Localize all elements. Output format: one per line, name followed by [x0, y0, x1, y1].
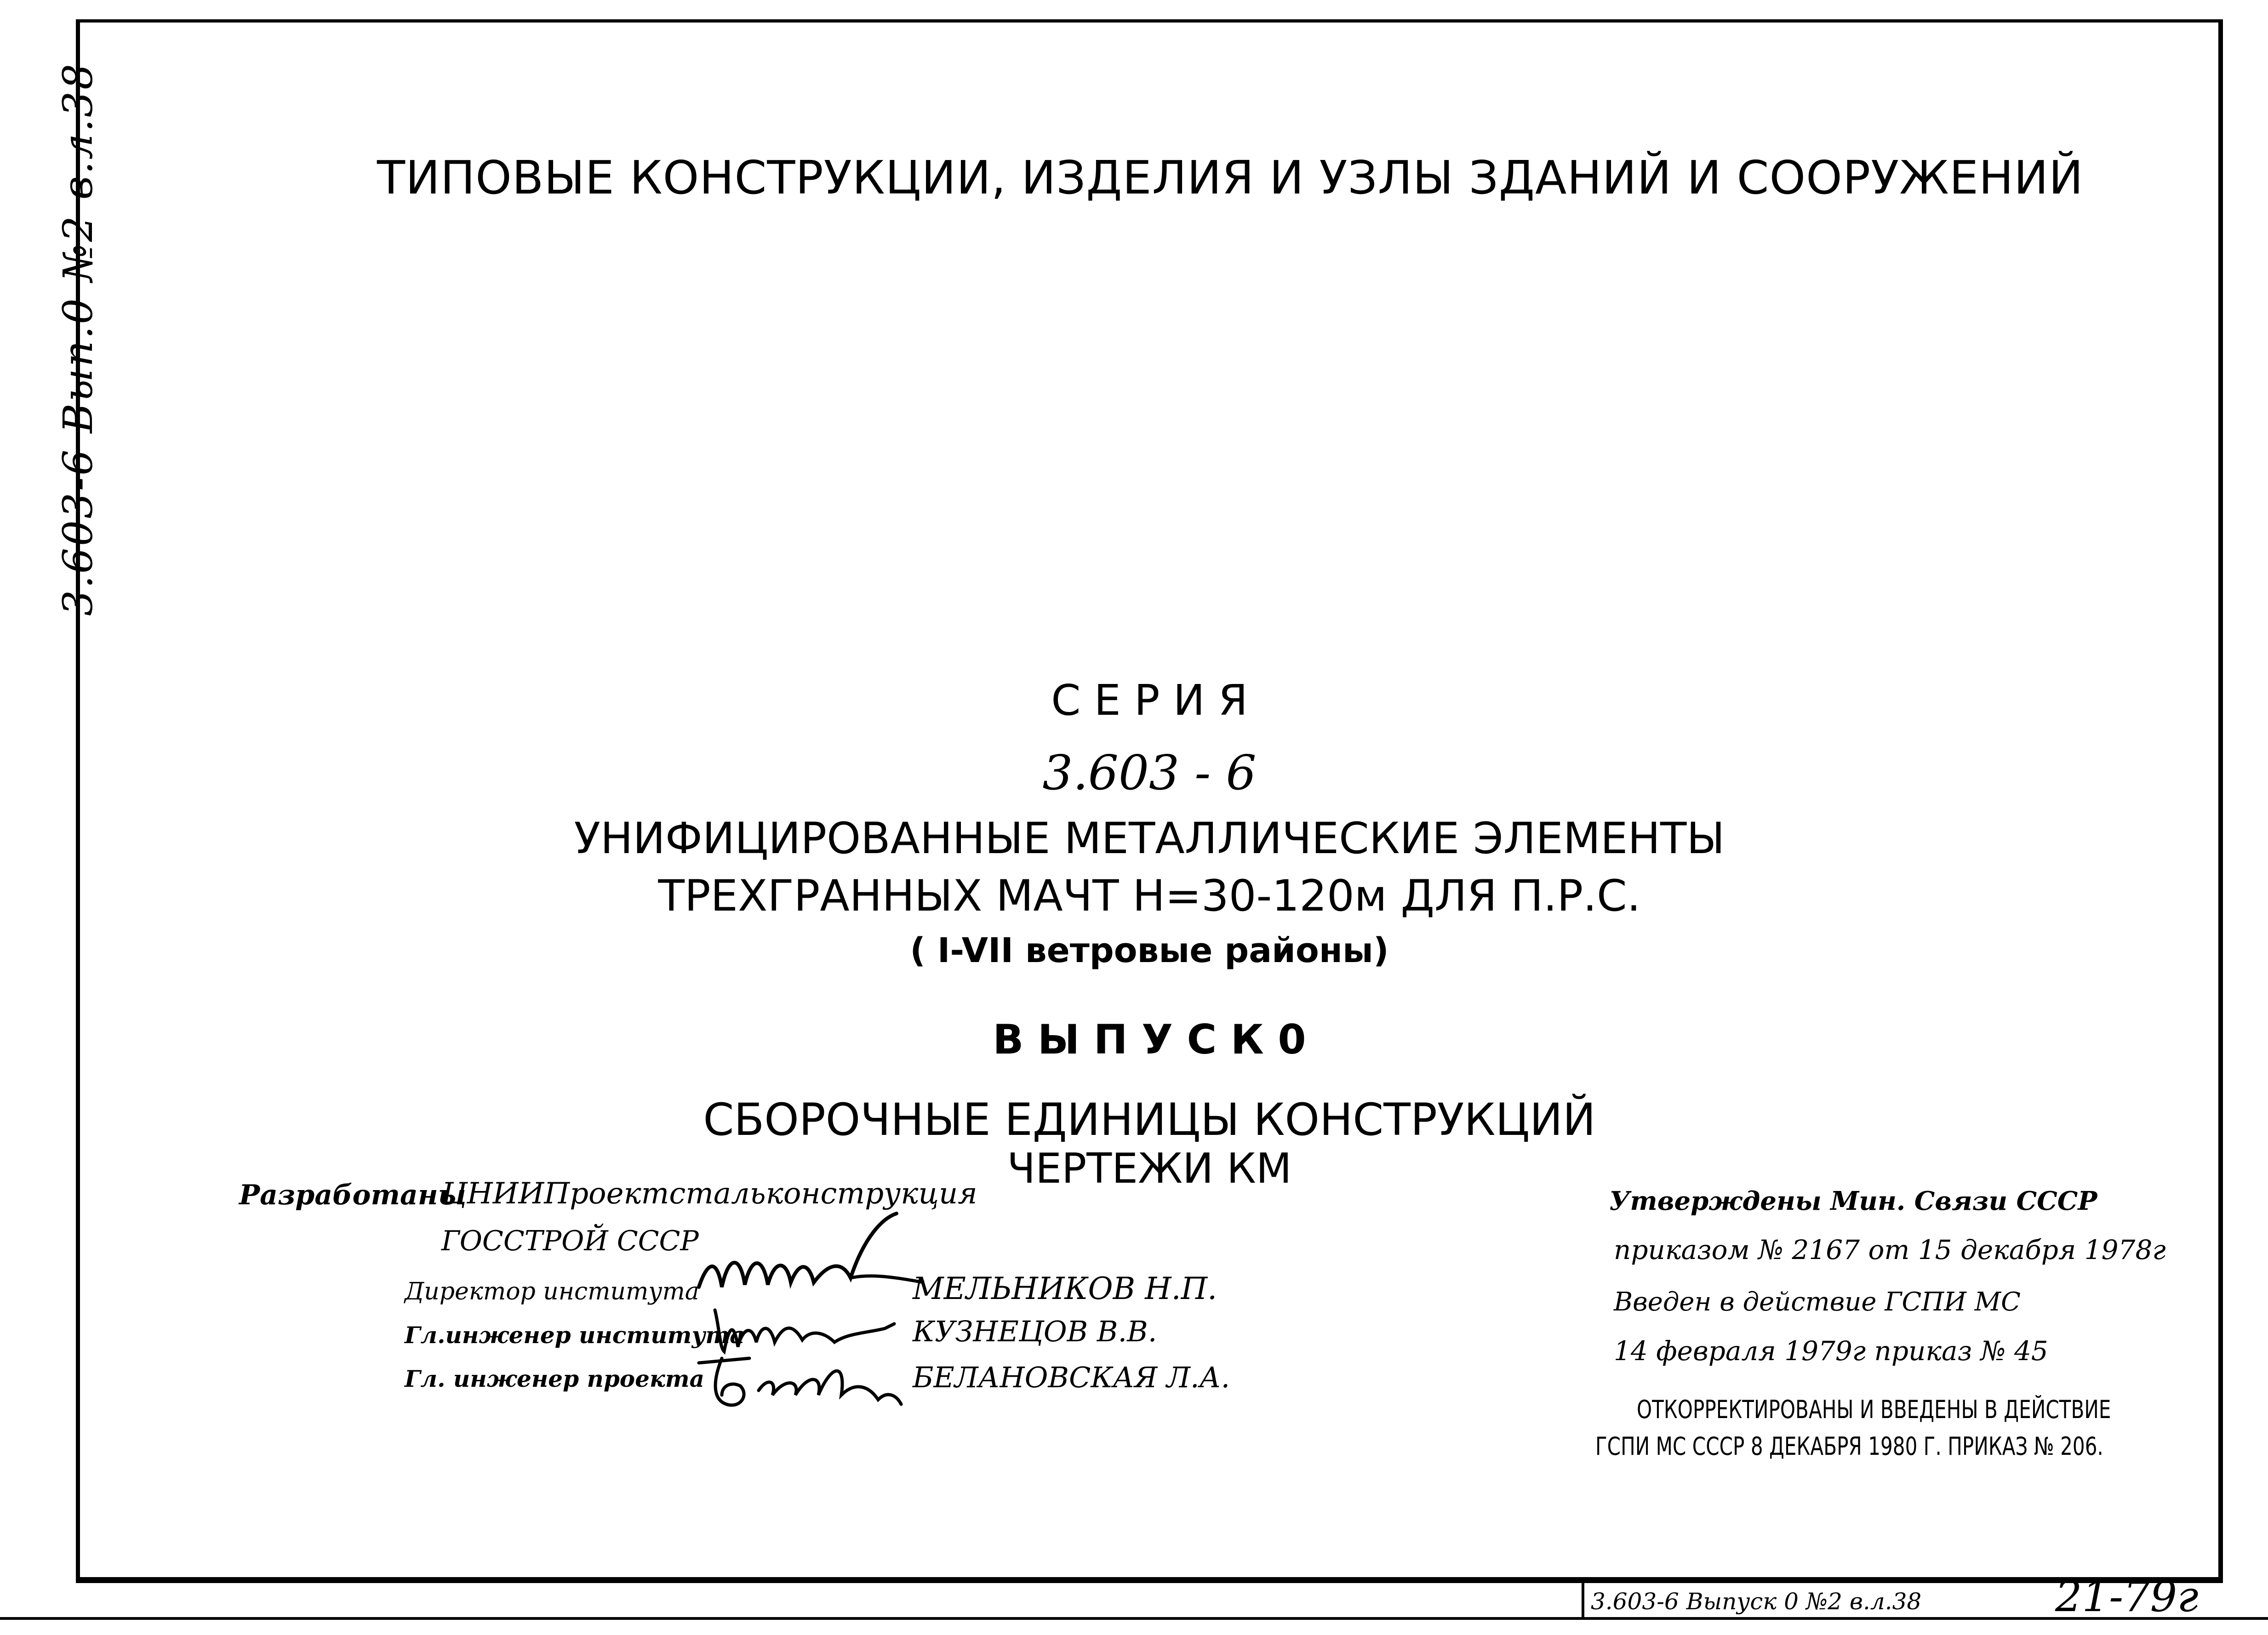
signature-project-engineer: [694, 1344, 906, 1413]
developed-org2: ГОССТРОЙ СССР: [441, 1225, 699, 1257]
signatory-role-2: Гл.инженер института: [405, 1322, 745, 1349]
correction-line-1: ОТКОРРЕКТИРОВАНЫ И ВВЕДЕНЫ В ДЕЙСТВИЕ: [1637, 1395, 2111, 1424]
title-line-1: УНИФИЦИРОВАННЫЕ МЕТАЛЛИЧЕСКИЕ ЭЛЕМЕНТЫ: [574, 814, 1725, 864]
series-number: 3.603 - 6: [1042, 745, 1257, 801]
developed-label: Разработаны: [239, 1179, 466, 1211]
header-title: ТИПОВЫЕ КОНСТРУКЦИИ, ИЗДЕЛИЯ И УЗЛЫ ЗДАНИЙ И СООРУЖЕНИЙ: [377, 151, 2084, 205]
approval-line-1: Утверждены Мин. Связи СССР: [1609, 1186, 2097, 1216]
series-label: С Е Р И Я: [1051, 676, 1248, 725]
signatory-role-1: Директор института: [405, 1278, 699, 1305]
stamp-code: 3.603-6 Выпуск 0 №2 в.л.38: [1591, 1588, 1922, 1615]
signature-director: [690, 1209, 929, 1315]
subtitle-line-2: ЧЕРТЕЖИ КМ: [1007, 1145, 1292, 1193]
approval-line-3: Введен в действие ГСПИ МС: [1614, 1287, 2021, 1317]
title-line-3: ( I-VII ветровые районы): [910, 931, 1389, 970]
approval-line-2: приказом № 2167 от 15 декабря 1978г: [1614, 1234, 2166, 1265]
correction-line-2: ГСПИ МС СССР 8 ДЕКАБРЯ 1980 Г. ПРИКАЗ № 206.: [1595, 1432, 2103, 1461]
title-line-2: ТРЕХГРАННЫХ МАЧТ Н=30-120м ДЛЯ П.Р.С.: [658, 871, 1641, 921]
signatory-name-3: БЕЛАНОВСКАЯ Л.А.: [913, 1361, 1230, 1394]
issue-label: В Ы П У С К 0: [993, 1016, 1306, 1063]
approval-line-4: 14 февраля 1979г приказ № 45: [1614, 1335, 2048, 1367]
stamp-number: 21-79г: [2055, 1572, 2199, 1621]
signatory-name-2: КУЗНЕЦОВ В.В.: [913, 1315, 1157, 1348]
signatory-role-3: Гл. инженер проекта: [405, 1365, 705, 1392]
side-code: 3.603-6 Вып.0 №2 в.л.38: [54, 62, 102, 616]
subtitle-line-1: СБОРОЧНЫЕ ЕДИНИЦЫ КОНСТРУКЦИЙ: [703, 1094, 1596, 1145]
signatory-name-1: МЕЛЬНИКОВ Н.П.: [913, 1271, 1217, 1306]
developed-org: ЦНИИПроектстальконструкция: [441, 1177, 977, 1211]
